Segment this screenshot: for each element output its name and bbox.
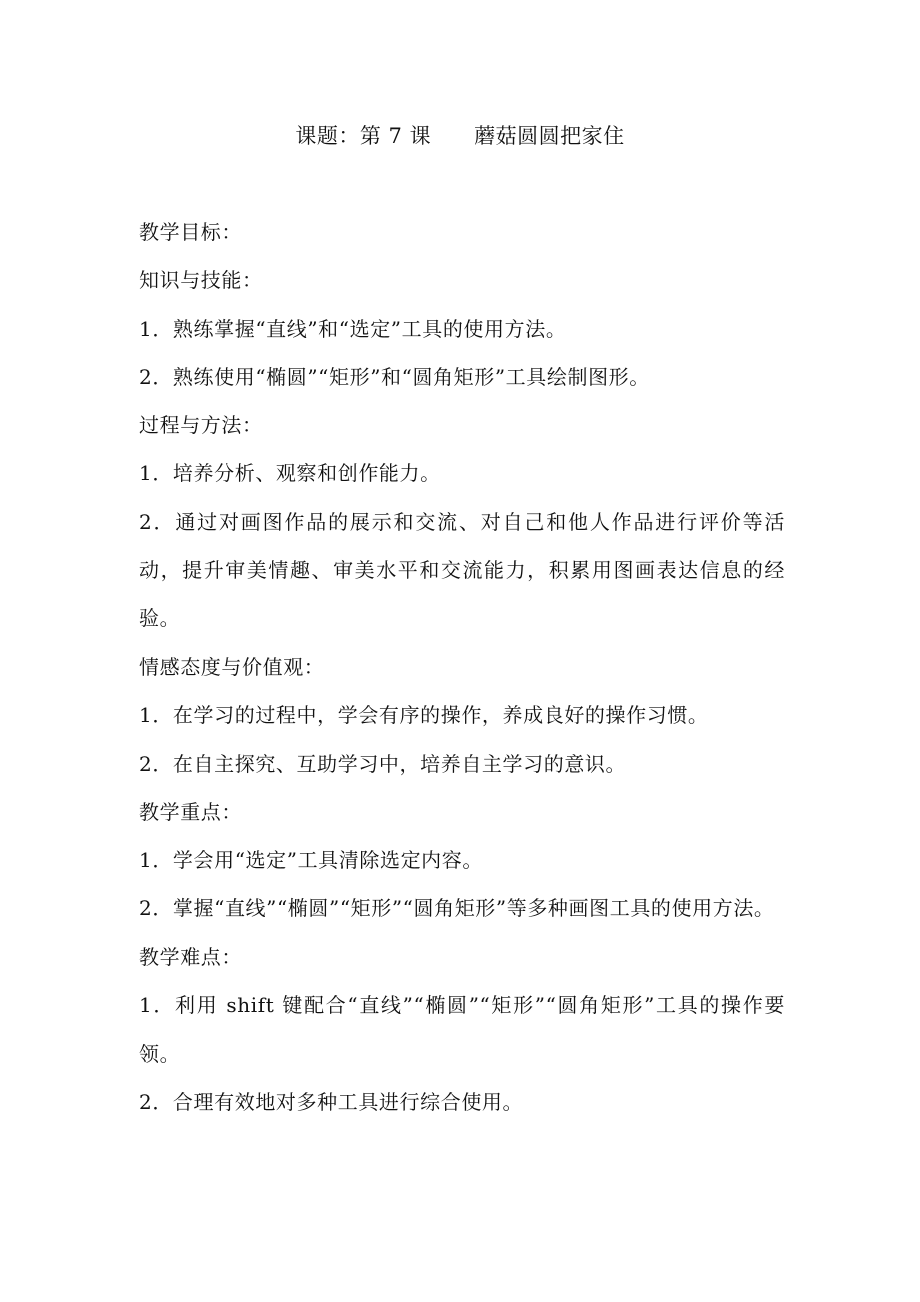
process-item-2: 2．通过对画图作品的展示和交流、对自己和他人作品进行评价等活动，提升审美情趣、审美水平和交流能力，积累用图画表达信息的经验。 — [139, 509, 785, 631]
emotion-values-heading: 情感态度与价值观： — [139, 654, 325, 679]
difficulty-item-2: 2．合理有效地对多种工具进行综合使用。 — [139, 1090, 524, 1115]
knowledge-item-1: 1．熟练掌握“直线”和“选定”工具的使用方法。 — [139, 316, 567, 341]
process-methods-heading: 过程与方法： — [139, 413, 263, 438]
focus-item-1: 1．学会用“选定”工具清除选定内容。 — [139, 848, 483, 873]
emotion-item-2: 2．在自主探究、互助学习中，培养自主学习的意识。 — [139, 751, 627, 776]
teaching-focus-heading: 教学重点： — [139, 799, 242, 824]
teaching-difficulty-heading: 教学难点： — [139, 945, 242, 970]
document-body — [139, 214, 785, 1133]
lesson-title: 课题：第 7 课 蘑菇圆圆把家住 — [295, 124, 625, 148]
knowledge-item-2: 2．熟练使用“椭圆”“矩形”和“圆角矩形”工具绘制图形。 — [139, 364, 650, 389]
emotion-item-1: 1．在学习的过程中，学会有序的操作，养成良好的操作习惯。 — [139, 703, 709, 728]
focus-item-2: 2．掌握“直线”“椭圆”“矩形”“圆角矩形”等多种画图工具的使用方法。 — [139, 896, 775, 921]
objectives-heading: 教学目标： — [139, 220, 242, 244]
process-item-1: 1．培养分析、观察和创作能力。 — [139, 461, 441, 486]
difficulty-item-1: 1．利用 shift 键配合“直线”“椭圆”“矩形”“圆角矩形”工具的操作要领。 — [139, 993, 785, 1066]
knowledge-skills-heading: 知识与技能： — [139, 268, 263, 293]
